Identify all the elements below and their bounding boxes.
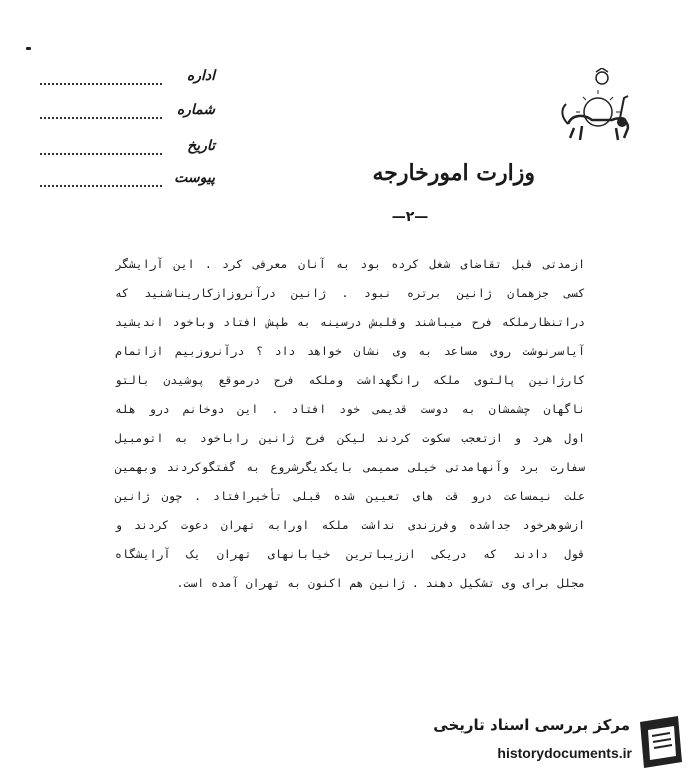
body-line: مجلل برای وی تشکیل دهند . ژانین هم اکنون به تهران آمده است. [176,576,585,590]
body-line: اول هرد و ازتعجب سکوت کردند لیکن فرح ژانین راباخود به اتومبیل [115,431,585,445]
field-label: تاریخ [187,138,215,154]
department-field [40,68,215,92]
body-line: سفارت برد وآنهامدتی خیلی صمیمی بایکدیگرشروع به گفتگوکردند وبهمین [115,460,585,474]
field-label: پیوست [174,170,215,186]
field-label: شماره [176,102,215,118]
body-line: ازشوهرخود جداشده وفرزندی نداشت ملکه اورابه تهران دعوت کردند و [115,518,585,532]
watermark-title: مرکز بررسی اسناد تاریخی [433,716,630,734]
number-field [40,102,215,126]
body-line: ازمدتی قبل تقاضای شغل کرده بود به آنان معرفی کرد . این آرایشگر [115,257,585,271]
watermark-url[interactable]: historydocuments.ir [497,745,632,761]
attachment-field [40,170,215,194]
body-line: علت نیمساعت درو قت های تعیین شده قبلی تأخیرافتاد . چون ژانین [115,489,585,503]
ministry-title: وزارت امورخارجه [372,160,535,186]
field-line [40,185,162,187]
body-line: آیاسرنوشت روی مساعد به وی نشان خواهد داد ؟ درآنروزبیم ازاتمام [115,344,585,358]
date-field [40,138,215,162]
archive-logo-icon [632,712,688,772]
body-line: کسی جزهمان ژانین برتره نبود . ژانین درآنروزازکاریناشنید که [115,286,585,300]
body-line: قول دادند که دریکی اززیباترین خیابانهای تهران یک آرایشگاه [115,547,585,561]
stray-mark [26,47,31,50]
letter-body [115,250,585,598]
field-label: اداره [186,68,215,84]
field-line [40,117,162,119]
body-line: ناگهان چشمشان به دوست قدیمی خود افتاد . این دوخانم درو هله [115,402,585,416]
field-line [40,83,162,85]
field-line [40,153,162,155]
body-line: کارژانین پالتوی ملکه رانگهداشت وملکه فرح درموقع پوشیدن بالتو [115,373,585,387]
page-number: —۲— [391,209,429,225]
body-line: دراتنظارملکه فرح میباشند وقلبش درسینه به طپش افتاد وباخود اندیشید [115,315,585,329]
lion-and-sun-emblem-icon [558,68,638,148]
